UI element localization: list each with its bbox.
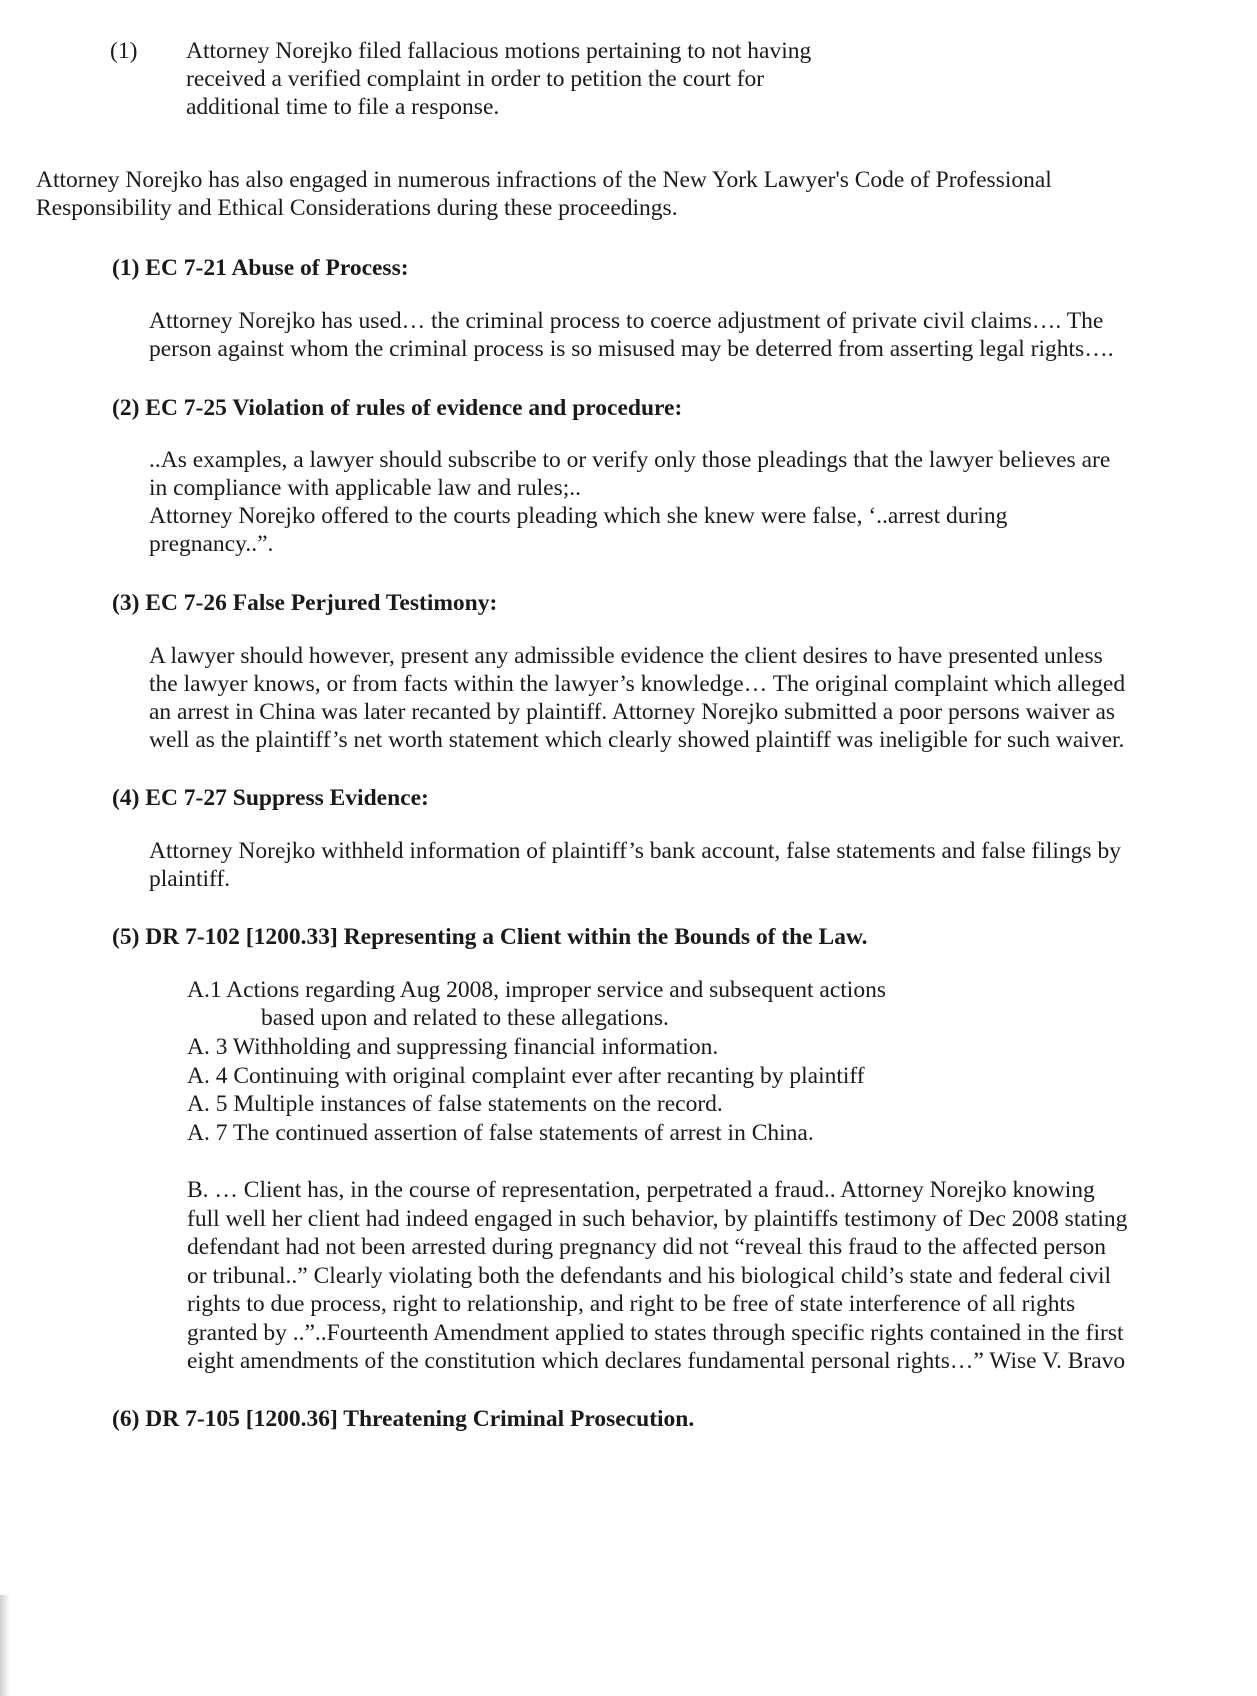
subsection-item: A. 7 The continued assertion of false statements of arrest in China. bbox=[187, 1120, 814, 1146]
intro-paragraph-line: Attorney Norejko has also engaged in numerous infractions of the New York Lawyer's Code of Professional bbox=[36, 167, 1052, 193]
intro-item-line: additional time to file a response. bbox=[186, 94, 500, 120]
section-body-line: in compliance with applicable law and rules;.. bbox=[149, 475, 581, 501]
section-body-line: A lawyer should however, present any admissible evidence the client desires to have presented unless bbox=[149, 643, 1103, 669]
section-body-line: an arrest in China was later recanted by plaintiff. Attorney Norejko submitted a poor persons waiver as bbox=[149, 699, 1116, 725]
section-body-line: Attorney Norejko offered to the courts pleading which she knew were false, ‘..arrest during bbox=[149, 503, 1008, 529]
section-heading: (3) EC 7-26 False Perjured Testimony: bbox=[112, 590, 498, 616]
scan-shadow bbox=[0, 1595, 10, 1696]
section-heading: (4) EC 7-27 Suppress Evidence: bbox=[112, 785, 429, 811]
intro-item-line: received a verified complaint in order to petition the court for bbox=[186, 66, 765, 92]
subsection-item-continuation: based upon and related to these allegations. bbox=[261, 1005, 669, 1031]
intro-item-line: Attorney Norejko filed fallacious motions pertaining to not having bbox=[186, 38, 812, 64]
intro-paragraph-line: Responsibility and Ethical Considerations during these proceedings. bbox=[36, 195, 678, 221]
subsection-paragraph-line: or tribunal..” Clearly violating both the defendants and his biological child’s state and federal civil bbox=[187, 1263, 1112, 1289]
section-body-line: Attorney Norejko has used… the criminal process to coerce adjustment of private civil claims…. The bbox=[149, 308, 1104, 334]
subsection-paragraph-line: eight amendments of the constitution which declares fundamental personal rights…” Wise V. Bravo bbox=[187, 1348, 1126, 1374]
section-heading: (2) EC 7-25 Violation of rules of evidence and procedure: bbox=[112, 395, 683, 421]
section-body-line: plaintiff. bbox=[149, 866, 231, 892]
intro-item-number: (1) bbox=[110, 38, 138, 64]
section-body-line: person against whom the criminal process is so misused may be deterred from asserting legal rights…. bbox=[149, 336, 1114, 362]
subsection-item: A.1 Actions regarding Aug 2008, improper service and subsequent actions bbox=[187, 977, 886, 1003]
section-heading: (6) DR 7-105 [1200.36] Threatening Criminal Prosecution. bbox=[112, 1406, 695, 1432]
section-body-line: Attorney Norejko withheld information of plaintiff’s bank account, false statements and false filings by bbox=[149, 838, 1121, 864]
subsection-paragraph-line: granted by ..”..Fourteenth Amendment applied to states through specific rights contained in the first bbox=[187, 1320, 1124, 1346]
section-body-line: pregnancy..”. bbox=[149, 531, 274, 557]
section-body-line: well as the plaintiff’s net worth statement which clearly showed plaintiff was ineligible for such waiver. bbox=[149, 727, 1125, 753]
section-body-line: ..As examples, a lawyer should subscribe to or verify only those pleadings that the lawyer believes are bbox=[149, 447, 1111, 473]
section-heading: (1) EC 7-21 Abuse of Process: bbox=[112, 255, 409, 281]
subsection-paragraph-line: full well her client had indeed engaged in such behavior, by plaintiffs testimony of Dec 2008 stating bbox=[187, 1206, 1128, 1232]
subsection-paragraph-line: defendant had not been arrested during pregnancy did not “reveal this fraud to the affected person bbox=[187, 1234, 1106, 1260]
subsection-paragraph-line: B. … Client has, in the course of representation, perpetrated a fraud.. Attorney Norejko knowing bbox=[187, 1177, 1095, 1203]
subsection-paragraph-line: rights to due process, right to relationship, and right to be free of state interference of all rights bbox=[187, 1291, 1076, 1317]
subsection-item: A. 4 Continuing with original complaint ever after recanting by plaintiff bbox=[187, 1063, 865, 1089]
section-body-line: the lawyer knows, or from facts within the lawyer’s knowledge… The original complaint which alleged bbox=[149, 671, 1126, 697]
subsection-item: A. 3 Withholding and suppressing financial information. bbox=[187, 1034, 719, 1060]
section-heading: (5) DR 7-102 [1200.33] Representing a Client within the Bounds of the Law. bbox=[112, 924, 868, 950]
subsection-item: A. 5 Multiple instances of false statements on the record. bbox=[187, 1091, 723, 1117]
